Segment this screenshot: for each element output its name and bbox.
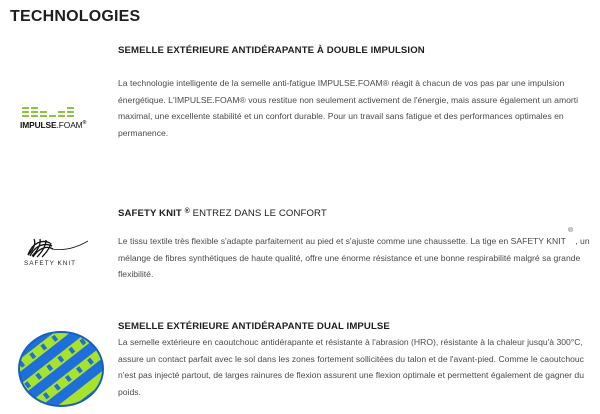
dual-impulse-heading: SEMELLE EXTÉRIEURE ANTIDÉRAPANTE DUAL IMPULSE	[118, 321, 390, 332]
dual-impulse-content	[118, 321, 590, 400]
safety-knit-logo-icon	[22, 235, 92, 271]
safety-knit-content	[118, 208, 590, 283]
tech-section-safety-knit	[0, 208, 600, 288]
tech-section-impulse-foam	[0, 44, 600, 154]
dual-impulse-description: La semelle extérieure en caoutchouc antidérapante et résistante à l'abrasion (HRO), résistante à la chaleur jusqu'à 300°C, assure un contact parfait avec le sol dans les zones fortement sollicitées du talon et de l'avant-pied. Comme le caoutchouc n'est pas injecté partout, de larges rainures de flexion assurent une flexion optimale et permettent également de gagner du poids.	[118, 337, 584, 397]
safety-knit-wordmark: SAFETY KNIT	[24, 260, 77, 267]
safety-knit-heading: SAFETY KNIT ® ENTREZ DANS LE CONFORT	[118, 208, 327, 219]
impulse-foam-content	[118, 44, 590, 141]
impulse-foam-heading: SEMELLE EXTÉRIEURE ANTIDÉRAPANTE À DOUBLE IMPULSION	[118, 45, 425, 56]
impulse-foam-wordmark: IMPULSE.FOAM®	[20, 120, 87, 130]
tech-section-dual-impulse	[0, 321, 600, 414]
impulse-foam-logo-icon	[20, 105, 94, 133]
impulse-foam-description: La technologie intelligente de la semelle anti-fatigue IMPULSE.FOAM® réagit à chacun de vos pas par une impulsion énergétique. L'IMPULSE.FOAM® vous restitue non seulement activement de l'énergie, mais assure également un amorti maximal, une excellente stabilité et un confort durable. Pour un travail sans fatigue et des performances optimales en permanence.	[118, 78, 579, 138]
safety-knit-description: Le tissu textile très flexible s'adapte parfaitement au pied et s'ajuste comme une chaussette. La tige en SAFETY KNIT ® , un mélange de fibres synthétiques de haute qualité, offre une énorme résistance et une bonne respirabilité malgré sa grande flexibilité.	[118, 227, 590, 280]
page-title: TECHNOLOGIES	[10, 8, 141, 25]
knit-globe-icon	[22, 235, 92, 259]
dual-impulse-sole-icon	[17, 330, 105, 408]
impulse-bars-icon	[20, 105, 94, 121]
